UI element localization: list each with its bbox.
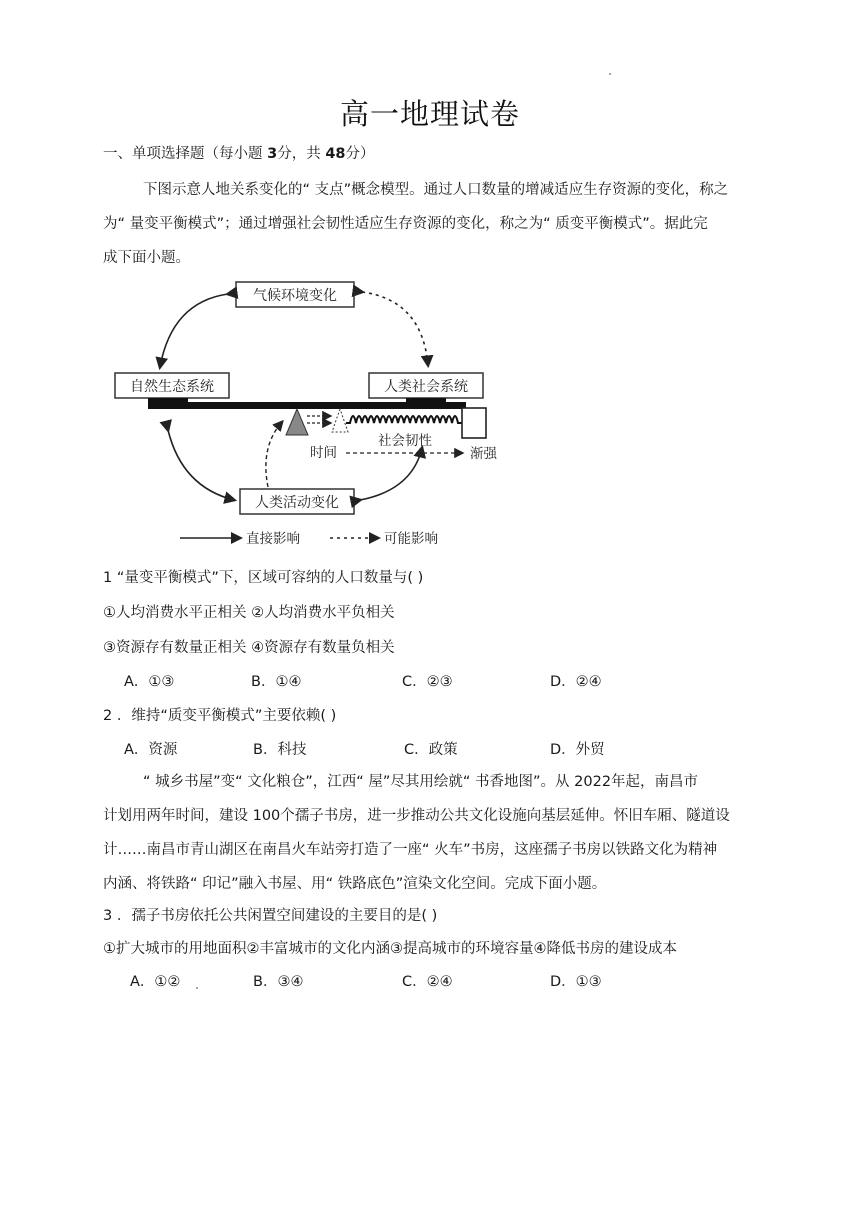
spring-end-block [462,408,486,438]
resilience-spring [346,416,462,423]
q1-stem: 1 “量变平衡模式”下，区域可容纳的人口数量与( ) [103,570,424,586]
q2-option-c[interactable]: C．政策 [404,742,458,758]
q2-option-d[interactable]: D．外贸 [550,742,605,758]
passage2-line-2: 计划用两年时间，建设 100个孺子书房，进一步推动公共文化设施向基层延伸。怀旧车厢、隧道设 [103,808,730,824]
lever-beam [148,402,466,409]
q1-option-c[interactable]: C．②③ [402,674,453,690]
human-activity-label: 人类活动变化 [255,495,339,511]
intro-line-3: 成下面小题。 [103,250,190,266]
intro-line-2: 为“ 量变平衡模式”；通过增强社会韧性适应生存资源的变化，称之为“ 质变平衡模式”。据此完 [103,216,708,232]
q1-items-line-1: ①人均消费水平正相关 ②人均消费水平负相关 [103,605,395,621]
climate-natural-arrow [160,294,228,367]
q3-option-b[interactable]: B．③④ [253,974,304,990]
passage2-line-3: 计……南昌市青山湖区在南昌火车站旁打造了一座“ 火车”书房，这座孺子书房以铁路文化为精神 [103,842,718,858]
section-suffix: 分） [345,146,375,162]
strengthen-label: 渐强 [470,446,497,462]
section-total: 48 [325,146,346,162]
natural-activity-arrow [168,430,234,500]
lever-left-block [148,398,188,403]
activity-to-fulcrum-arrow [266,422,282,487]
scan-speck [196,987,198,989]
q1-option-d[interactable]: D．②④ [550,674,602,690]
resilience-label: 社会韧性 [378,433,432,449]
passage2-line-1: “ 城乡书屋”变“ 文化粮仓”，江西“ 屋”尽其用绘就“ 书香地图”。从 2022年起，南昌市 [143,774,699,790]
page-title: 高一地理试卷 [339,97,520,131]
section-per-score: 3 [267,146,278,162]
section-mid: 分，共 [277,146,326,162]
q3-stem: 3 ．孺子书房依托公共闲置空间建设的主要目的是( ) [103,908,438,924]
q2-option-a[interactable]: A．资源 [124,742,178,758]
activity-society-arrow [360,448,422,500]
q1-option-a[interactable]: A．①③ [124,674,175,690]
q3-option-c[interactable]: C．②④ [402,974,453,990]
fulcrum-triangle [286,409,308,435]
section-prefix: 一、单项选择题（每小题 [103,146,268,162]
q3-option-a[interactable]: A．①② [130,974,181,990]
q2-stem: 2 ．维持“质变平衡模式”主要依赖( ) [103,708,337,724]
q2-option-b[interactable]: B．科技 [253,742,307,758]
time-label: 时间 [310,445,337,461]
natural-system-label: 自然生态系统 [130,379,214,395]
fulcrum-model-diagram [110,272,550,556]
q1-items-line-2: ③资源存有数量正相关 ④资源存有数量负相关 [103,640,395,656]
shifted-fulcrum-triangle [332,409,348,432]
climate-label: 气候环境变化 [253,288,337,304]
q3-option-d[interactable]: D．①③ [550,974,602,990]
q3-items: ①扩大城市的用地面积②丰富城市的文化内涵③提高城市的环境容量④降低书房的建设成本 [103,941,677,957]
climate-society-arrow [362,292,428,365]
intro-line-1: 下图示意人地关系变化的“ 支点”概念模型。通过人口数量的增减适应生存资源的变化，称之 [143,182,729,198]
passage2-line-4: 内涵、将铁路“ 印记”融入书屋、用“ 铁路底色”渲染文化空间。完成下面小题。 [103,876,607,892]
section-heading [103,142,375,163]
human-society-label: 人类社会系统 [384,379,468,395]
legend-possible-label: 可能影响 [384,531,438,547]
legend-direct-label: 直接影响 [246,531,300,547]
scan-speck [609,73,611,75]
q1-option-b[interactable]: B．①④ [251,674,302,690]
lever-right-block [406,398,446,403]
